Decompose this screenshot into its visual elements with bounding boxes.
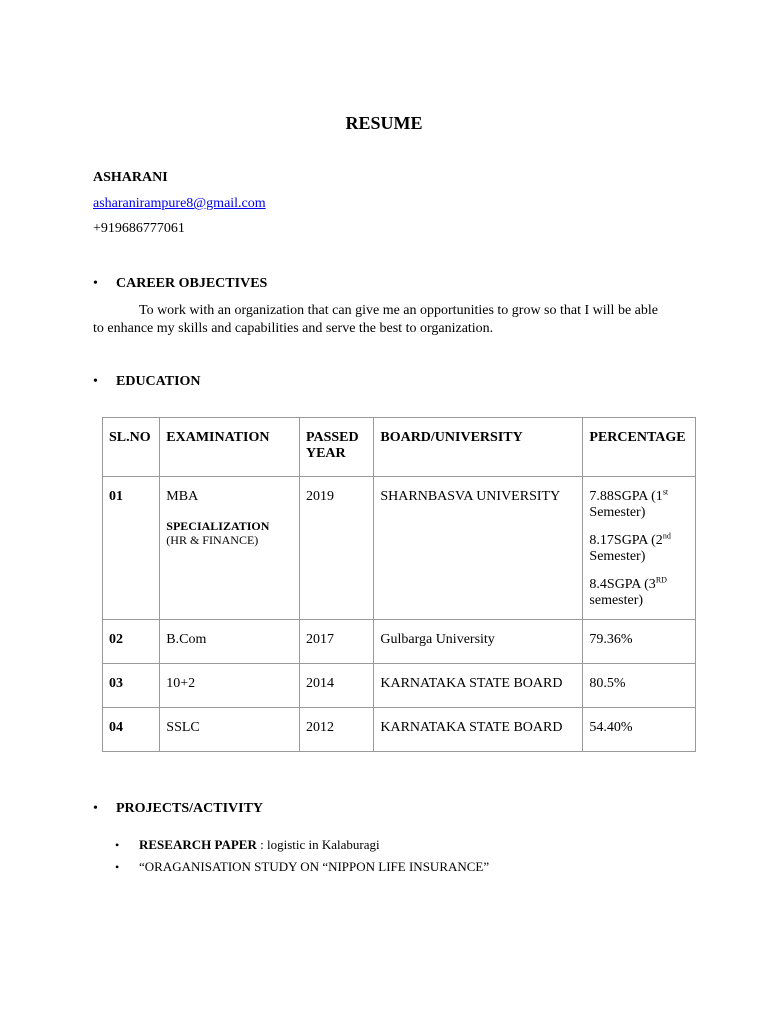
cell-percent: 79.36% (583, 620, 696, 664)
cell-year: 2014 (299, 664, 373, 708)
sgpa-entry: 7.88SGPA (1st Semester) (589, 487, 669, 520)
cell-exam: 10+2 (160, 664, 300, 708)
project-text: : logistic in Kalaburagi (256, 837, 380, 852)
bullet-icon: • (93, 801, 98, 816)
cell-percent: 54.40% (583, 708, 696, 752)
table-row (103, 620, 696, 664)
cell-year: 2019 (299, 477, 373, 620)
bullet-icon: • (115, 860, 120, 874)
cell-board: Gulbarga University (374, 620, 583, 664)
phone-number: +919686777061 (93, 221, 185, 236)
cell-sl: 04 (103, 708, 160, 752)
section-heading: EDUCATION (116, 374, 201, 389)
cell-sl: 02 (103, 620, 160, 664)
bullet-icon: • (93, 374, 98, 389)
email-link[interactable]: asharanirampure8@gmail.com (93, 196, 266, 211)
table-row (103, 477, 696, 620)
header-year: PASSED YEAR (299, 418, 373, 477)
career-objective-text (93, 302, 693, 338)
cell-year: 2017 (299, 620, 373, 664)
education-table (102, 417, 696, 752)
table-header-row (103, 418, 696, 477)
header-sl: SL.NO (103, 418, 160, 477)
section-heading: PROJECTS/ACTIVITY (116, 801, 264, 816)
cell-board: SHARNBASVA UNIVERSITY (374, 477, 583, 620)
header-exam: EXAMINATION (160, 418, 300, 477)
bullet-icon: • (115, 838, 120, 852)
cell-sl: 01 (103, 477, 160, 620)
project-label: RESEARCH PAPER (139, 837, 257, 852)
cell-board: KARNATAKA STATE BOARD (374, 664, 583, 708)
specialization-label: SPECIALIZATION (166, 519, 270, 533)
specialization-value: (HR & FINANCE) (166, 533, 259, 547)
header-percent: PERCENTAGE (583, 418, 696, 477)
sgpa-entry: 8.17SGPA (2nd Semester) (589, 531, 671, 564)
list-item (115, 837, 380, 853)
cell-percent (583, 477, 696, 620)
section-education (93, 374, 201, 390)
sgpa-entry: 8.4SGPA (3RD semester) (589, 575, 667, 608)
exam-name: MBA (166, 489, 199, 504)
header-board: BOARD/UNIVERSITY (374, 418, 583, 477)
objective-line-2: to enhance my skills and capabilities and serve the best to organization. (93, 321, 494, 336)
cell-board: KARNATAKA STATE BOARD (374, 708, 583, 752)
candidate-name: ASHARANI (93, 170, 168, 185)
bullet-icon: • (93, 276, 98, 291)
cell-percent: 80.5% (583, 664, 696, 708)
objective-line-1: To work with an organization that can give me an opportunities to grow so that I will be able (139, 303, 658, 318)
section-projects (93, 801, 263, 817)
table-row (103, 664, 696, 708)
project-text: “ORAGANISATION STUDY ON “NIPPON LIFE INSURANCE” (139, 859, 490, 874)
list-item (115, 859, 489, 875)
cell-exam (160, 477, 300, 620)
section-career-objectives (93, 276, 267, 292)
cell-sl: 03 (103, 664, 160, 708)
cell-year: 2012 (299, 708, 373, 752)
cell-exam: B.Com (160, 620, 300, 664)
page-title: RESUME (345, 113, 423, 133)
section-heading: CAREER OBJECTIVES (116, 276, 268, 291)
cell-exam: SSLC (160, 708, 300, 752)
table-row (103, 708, 696, 752)
